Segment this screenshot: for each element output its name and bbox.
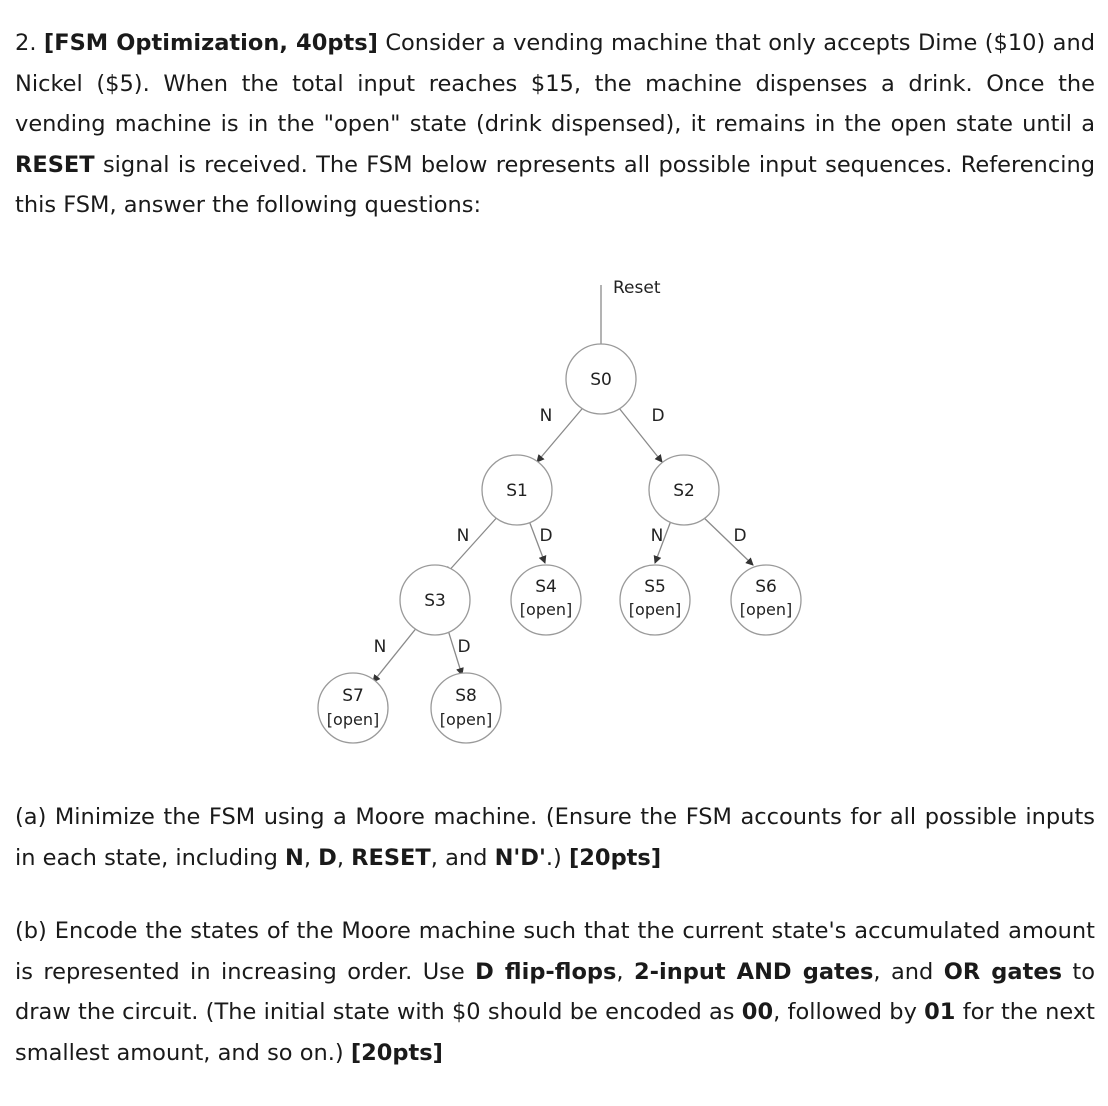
part-a-t1: (a) Minimize the FSM using a Moore machine. (Ensure the FSM accounts for all possible inputs in each state, including xyxy=(15,804,1095,871)
state-s2 xyxy=(649,455,719,525)
edge-label-s0-s2: D xyxy=(651,406,665,426)
intro-text-2: signal is received. The FSM below represents all possible input sequences. Referencing this FSM, answer the following questions: xyxy=(15,151,1095,218)
state-s4-open: [open] xyxy=(519,600,573,619)
question-heading: [FSM Optimization, 40pts] xyxy=(43,30,378,56)
reset-label: Reset xyxy=(613,278,661,298)
part-a-b1: N xyxy=(285,844,304,871)
part-b-b1: D flip-flops xyxy=(475,958,617,985)
intro-text-1: Consider a vending machine that only accepts Dime ($10) and Nickel ($5). When the total input reaches $15, the machine dispenses a drink. Once the vending machine is in the "open" state (drink dispensed), it remains in the open state until a xyxy=(15,30,1095,137)
state-s1-label: S1 xyxy=(506,481,528,501)
part-a-b2: D xyxy=(318,844,337,871)
state-s5-label: S5 xyxy=(644,577,666,597)
state-s8-label: S8 xyxy=(455,686,477,706)
edge-label-s1-s3: N xyxy=(456,526,470,546)
state-s1 xyxy=(482,455,552,525)
state-s5-open: [open] xyxy=(628,600,682,619)
part-b-t5: , followed by xyxy=(773,999,925,1025)
edge-label-s2-s6: D xyxy=(733,526,747,546)
state-s4-label: S4 xyxy=(535,577,557,597)
state-s3-label: S3 xyxy=(424,591,446,611)
question-number: 2. xyxy=(15,30,37,56)
state-s7-label: S7 xyxy=(342,686,364,706)
part-b-text xyxy=(15,911,1095,1073)
part-a-b3: RESET xyxy=(351,844,431,871)
part-a-b4: N'D' xyxy=(494,844,546,871)
state-s2-label: S2 xyxy=(673,481,695,501)
state-s3 xyxy=(400,565,470,635)
part-a-points: [20pts] xyxy=(568,844,662,871)
part-b-t2: , xyxy=(616,958,634,985)
part-a-t3: , xyxy=(336,844,352,871)
part-b-points: [20pts] xyxy=(350,1039,443,1066)
part-a-t4: , and xyxy=(430,844,495,871)
edge-label-s3-s7: N xyxy=(373,637,387,657)
part-b-t4: to draw the circuit. (The initial state with $0 should be encoded as xyxy=(15,958,1095,1025)
part-b-b5: 01 xyxy=(924,999,956,1025)
part-b-b2: 2-input AND gates xyxy=(633,958,874,985)
part-b-b4: 00 xyxy=(741,999,774,1025)
state-s0 xyxy=(566,344,636,414)
part-a-t2: , xyxy=(303,844,319,871)
part-b-b3: OR gates xyxy=(943,958,1062,985)
edge-s1-s3 xyxy=(446,514,500,574)
part-a-t5: .) xyxy=(545,844,569,871)
edge-label-s1-s4: D xyxy=(539,526,553,546)
state-s8-open: [open] xyxy=(439,710,493,729)
state-s6 xyxy=(731,565,801,635)
part-b-t6: for the next smallest amount, and so on.) xyxy=(15,999,1095,1066)
state-s4 xyxy=(511,565,581,635)
part-b-t1: (b) Encode the states of the Moore machine such that the current state's accumulated amount is represented in increasing order. Use xyxy=(15,918,1095,985)
part-b-t3: , and xyxy=(873,958,944,985)
state-s7 xyxy=(318,673,388,743)
state-s8 xyxy=(431,673,501,743)
state-s5 xyxy=(620,565,690,635)
part-a-text xyxy=(15,797,1095,878)
state-s6-label: S6 xyxy=(755,577,777,597)
edge-label-s2-s5: N xyxy=(650,526,664,546)
state-s0-label: S0 xyxy=(590,370,612,390)
edge-label-s0-s1: N xyxy=(539,406,553,426)
state-s7-open: [open] xyxy=(326,710,380,729)
edge-label-s3-s8: D xyxy=(457,637,471,657)
state-s6-open: [open] xyxy=(739,600,793,619)
reset-keyword: RESET xyxy=(15,151,95,178)
